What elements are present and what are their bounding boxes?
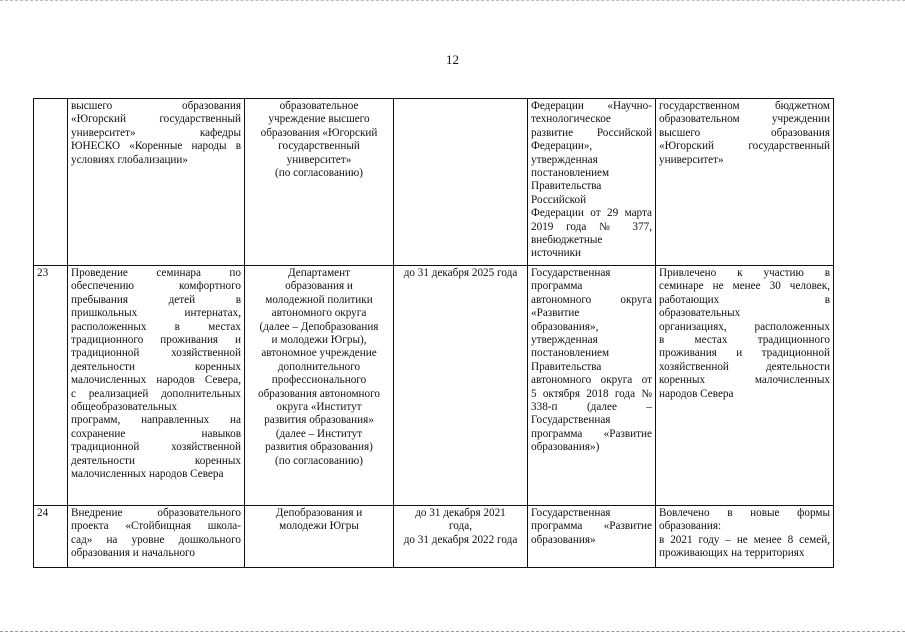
table-row xyxy=(34,266,834,506)
cell-line: 5 октября 2018 года № xyxy=(531,387,652,400)
cell-line: коренных малочисленных xyxy=(659,374,830,387)
cell-line: народов Севера xyxy=(659,387,734,400)
cell-line: ЮНЕСКО «Коренные народы в xyxy=(71,140,241,153)
cell-line: развитие Российской xyxy=(531,126,652,139)
deadline-cell xyxy=(394,99,528,266)
cell-line: (далее – Институт xyxy=(275,427,363,440)
event-cell xyxy=(68,99,245,266)
row-number xyxy=(34,99,68,266)
cell-line: Федерации от 29 марта xyxy=(531,207,652,220)
cell-line: расположенных в местах xyxy=(71,320,241,333)
cell-line: молодежной политики xyxy=(265,293,373,306)
cell-line: развития образования» xyxy=(264,414,374,427)
cell-line: пришкольных интернатах, xyxy=(71,307,241,320)
cell-line: технологическое xyxy=(531,113,611,126)
cell-line: программа «Развитие xyxy=(531,520,652,533)
cell-line: Федерации «Научно- xyxy=(531,100,652,112)
cell-line: общеобразовательных xyxy=(71,401,178,414)
cell-line: «Развитие xyxy=(531,307,580,320)
responsible-cell xyxy=(245,99,394,266)
cell-line: молодежи Югры xyxy=(279,520,359,533)
cell-line: образовательное xyxy=(279,100,359,112)
page-number: 12 xyxy=(446,52,459,67)
cell-line: проекта «Стойбищная школа- xyxy=(71,520,241,533)
cell-line: образования и начального xyxy=(71,547,195,560)
cell-line: 2019 года № 377, xyxy=(531,220,652,233)
cell-line: проживания и традиционной xyxy=(659,347,830,360)
cell-line: дополнительного xyxy=(277,360,361,373)
cell-line: «Югорский государственный xyxy=(659,140,830,153)
scan-edge-bottom xyxy=(0,631,905,633)
cell-line: хозяйственной деятельности xyxy=(659,360,830,373)
cell-line: (далее – Депобразования xyxy=(259,320,379,333)
cell-line: «Югорский государственный xyxy=(71,113,241,126)
cell-line: традиционного проживания и xyxy=(71,334,241,347)
cell-line: образования автономного xyxy=(257,387,381,400)
cell-line: семинаре не менее 30 человек, xyxy=(659,280,830,293)
cell-line: в 2021 году – не менее 8 семей, xyxy=(659,533,830,546)
cell-line: государственный xyxy=(278,140,360,153)
cell-line: Привлечено к участию в xyxy=(659,267,830,279)
cell-line: сохранение навыков xyxy=(71,427,241,440)
cell-line: с реализацией дополнительных xyxy=(71,387,241,400)
cell-line: условиях глобализации» xyxy=(71,153,189,166)
cell-line: внебюджетные xyxy=(531,234,603,247)
cell-line: Федерации», xyxy=(531,140,593,153)
cell-line: постановлением xyxy=(531,167,610,180)
result-cell xyxy=(656,99,834,266)
cell-line: традиционной хозяйственной xyxy=(71,441,241,454)
cell-line: автономного округа xyxy=(531,293,652,306)
cell-line: до 31 декабря 2025 года xyxy=(403,267,518,279)
cell-line: 338-п (далее – xyxy=(531,401,652,414)
row-number: 23 xyxy=(34,266,68,506)
cell-line: автономного округа xyxy=(271,307,367,320)
cell-line: пребывания детей в xyxy=(71,293,241,306)
cell-line: учреждение высшего xyxy=(268,113,370,126)
cell-line: образования», xyxy=(531,320,599,333)
cell-line: в местах традиционного xyxy=(659,334,830,347)
cell-line: образовательном учреждении xyxy=(659,113,830,126)
source-cell xyxy=(528,99,656,266)
event-cell xyxy=(68,506,245,568)
cell-line: автономного округа от xyxy=(531,374,652,387)
cell-line: Депобразования и xyxy=(275,507,363,519)
cell-line: деятельности коренных xyxy=(71,360,241,373)
source-cell xyxy=(528,506,656,568)
cell-line: Российской xyxy=(531,193,587,206)
result-cell xyxy=(656,506,834,568)
cell-line: проживающих на территориях xyxy=(659,547,805,560)
cell-line: Государственная xyxy=(531,507,611,519)
cell-line: программа xyxy=(531,280,583,293)
cell-line: года, xyxy=(448,520,473,533)
row-number: 24 xyxy=(34,506,68,568)
responsible-cell xyxy=(245,506,394,568)
result-cell xyxy=(656,266,834,506)
cell-line: образования «Югорский xyxy=(260,126,378,139)
cell-line: университет» xyxy=(286,153,352,166)
cell-line: обеспечению комфортного xyxy=(71,280,241,293)
cell-line: Правительства xyxy=(531,360,602,373)
cell-line: сад» на уровне дошкольного xyxy=(71,533,241,546)
cell-line: утвержденная xyxy=(531,334,598,347)
deadline-cell xyxy=(394,266,528,506)
event-cell xyxy=(68,266,245,506)
cell-line: Государственная xyxy=(531,267,611,279)
cell-line: высшего образования xyxy=(659,126,830,139)
cell-line: Внедрение образовательного xyxy=(71,507,241,519)
cell-line: образования» xyxy=(531,533,596,546)
cell-line: образования и xyxy=(285,280,353,293)
cell-line: деятельности коренных xyxy=(71,454,241,467)
cell-line: Государственная xyxy=(531,414,611,427)
cell-line: образовательных xyxy=(659,307,741,320)
cell-line: программа «Развитие xyxy=(531,427,652,440)
scan-edge-top xyxy=(0,0,905,2)
cell-line: университет» кафедры xyxy=(71,126,241,139)
cell-line: профессионального xyxy=(271,374,367,387)
cell-line: постановлением xyxy=(531,347,610,360)
cell-line: Проведение семинара по xyxy=(71,267,241,279)
cell-line: до 31 декабря 2021 xyxy=(415,507,506,519)
responsible-cell xyxy=(245,266,394,506)
cell-line: и молодежи Югры), xyxy=(271,334,367,347)
cell-line: традиционной хозяйственной xyxy=(71,347,241,360)
cell-line: образования») xyxy=(531,441,600,454)
cell-line: высшего образования xyxy=(71,100,241,112)
cell-line: Департамент xyxy=(287,267,351,279)
table-row xyxy=(34,99,834,266)
cell-line: (по согласованию) xyxy=(275,167,363,180)
cell-line: малочисленных народов Севера xyxy=(71,468,224,481)
cell-line: программ, направленных на xyxy=(71,414,241,427)
cell-line: утвержденная xyxy=(531,153,598,166)
cell-line: источники xyxy=(531,247,582,260)
cell-line: Правительства xyxy=(531,180,602,193)
source-cell xyxy=(528,266,656,506)
cell-line: работающих в xyxy=(659,293,830,306)
cell-line: государственном бюджетном xyxy=(659,100,830,112)
cell-line: образования: xyxy=(659,520,722,533)
table-row xyxy=(34,506,834,568)
cell-line: организациях, расположенных xyxy=(659,320,830,333)
cell-line: автономное учреждение xyxy=(261,347,377,360)
cell-line: университет» xyxy=(659,153,724,166)
measures-table xyxy=(33,98,834,568)
cell-line: малочисленных народов Севера, xyxy=(71,374,241,387)
cell-line: Вовлечено в новые формы xyxy=(659,507,830,519)
cell-line: округа «Институт xyxy=(276,401,362,414)
cell-line: развития образования) xyxy=(265,441,373,454)
deadline-cell xyxy=(394,506,528,568)
cell-line: до 31 декабря 2022 года xyxy=(403,533,518,546)
cell-line: (по согласованию) xyxy=(275,454,363,467)
